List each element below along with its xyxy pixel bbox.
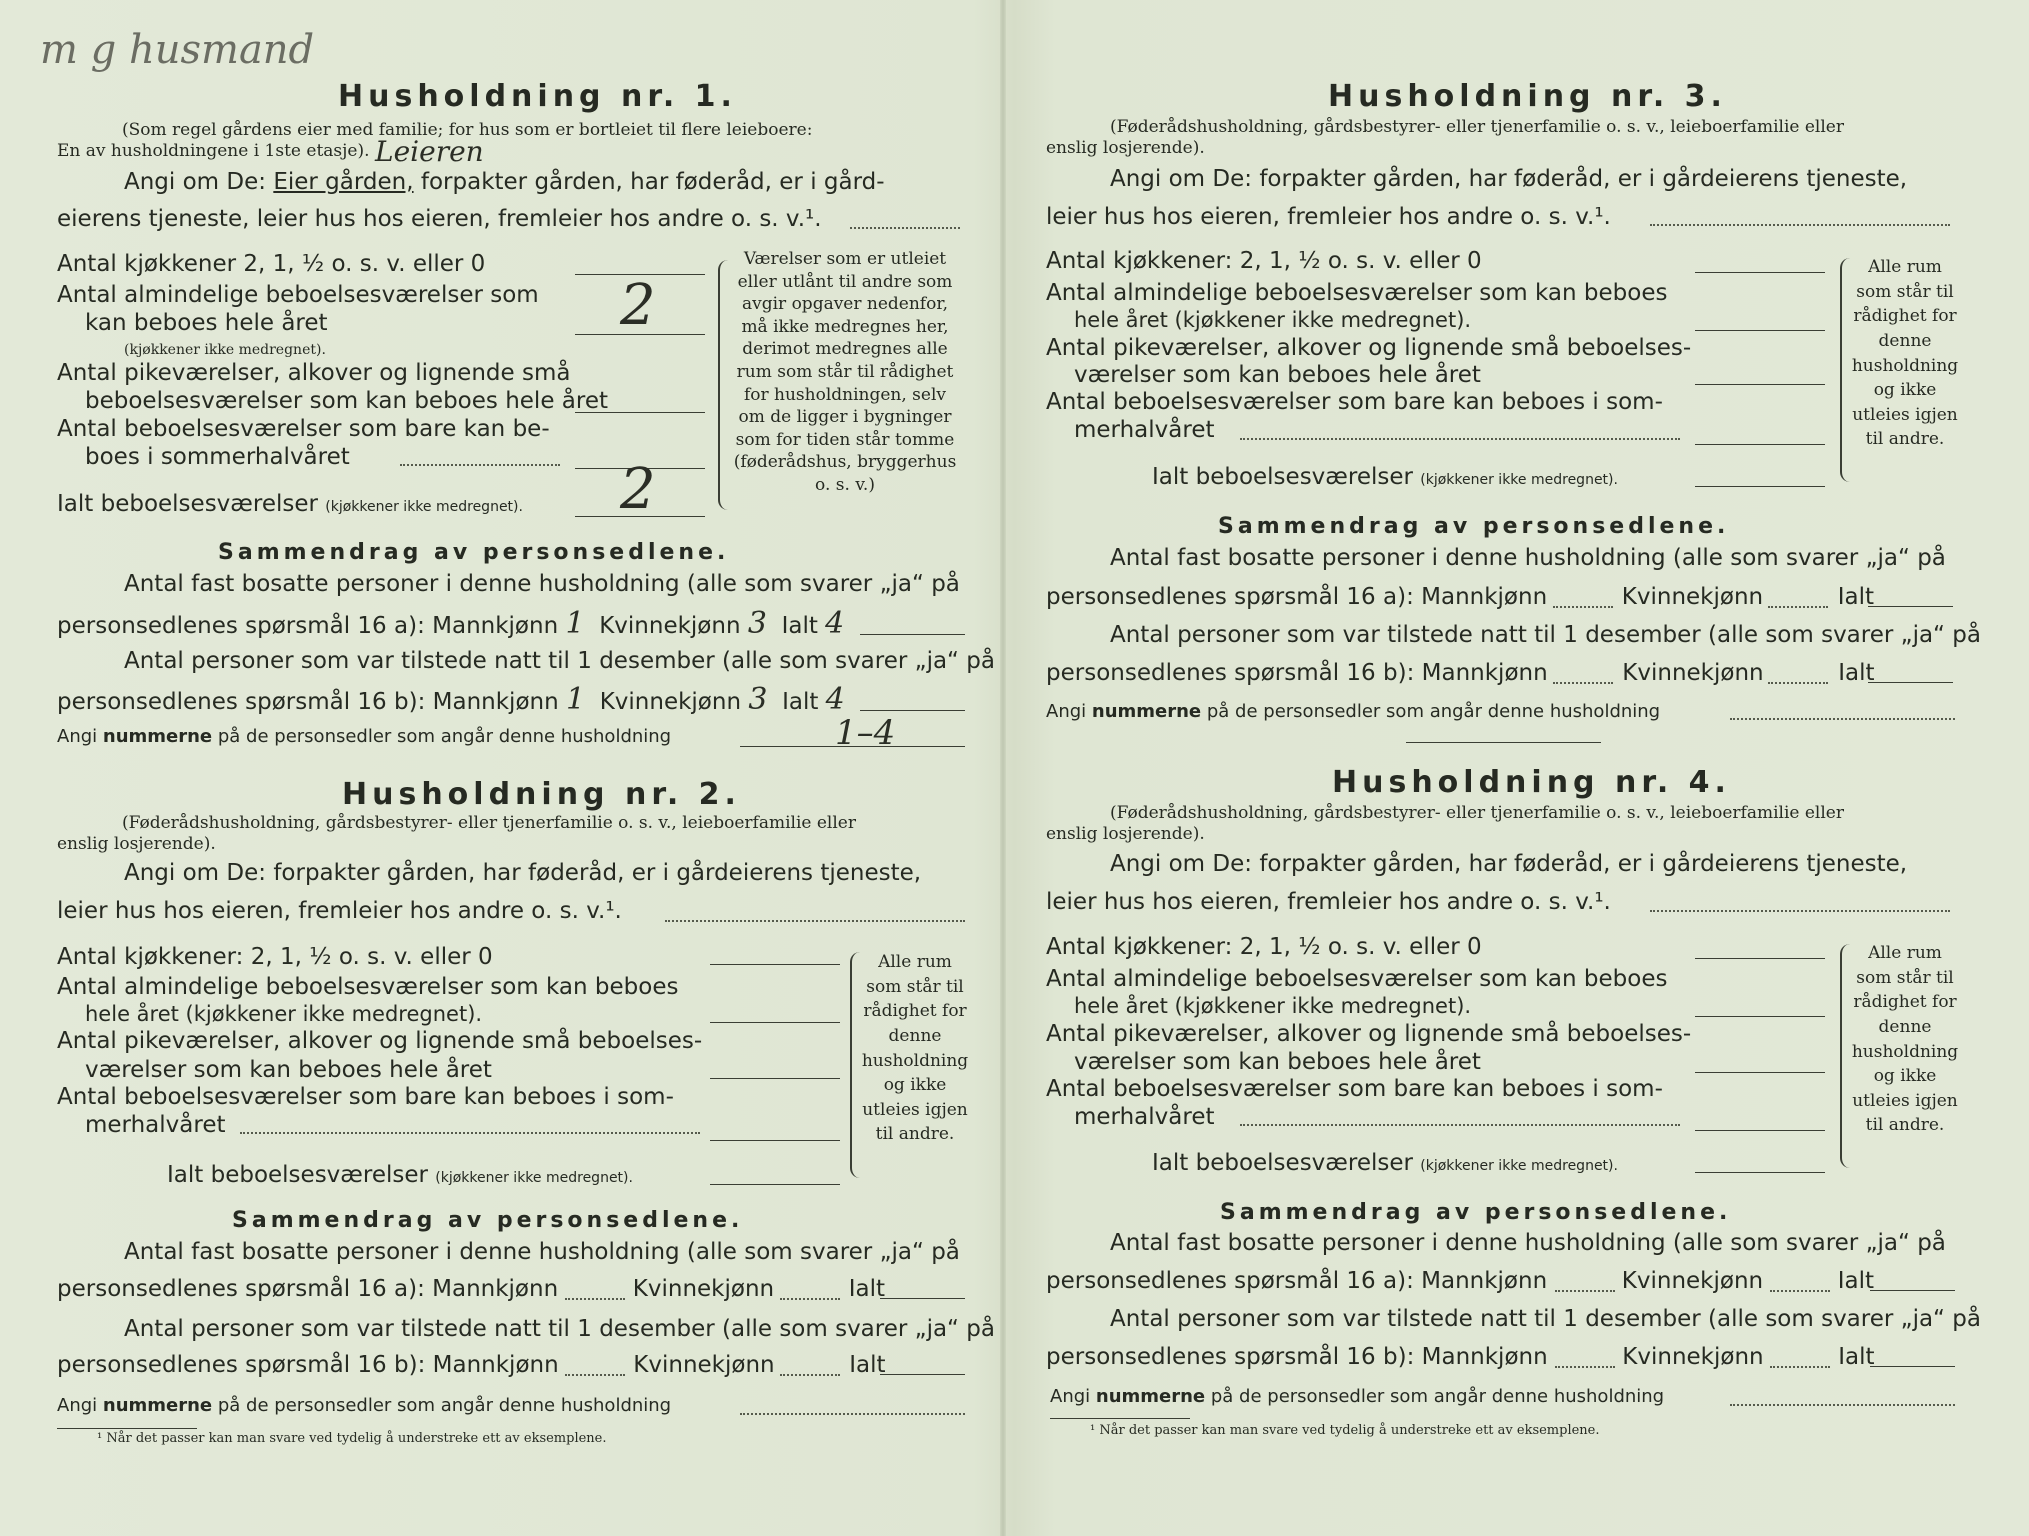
h4-tils-line1: Antal personer som var tilstede natt til 1 desember (alle som svarer „ja“ på xyxy=(1110,1306,1981,1332)
h3-alm-line1: Antal almindelige beboelsesværelser som kan beboes xyxy=(1046,280,1668,306)
h2-bare-line1: Antal beboelsesværelser som bare kan beboes i som- xyxy=(57,1084,674,1110)
h1-side-note: Værelser som er utleiet eller utlånt til andre som avgir opgaver nedenfor, må ikke medregnes her, derimot medregnes alle rum som står til rådighet for husholdningen, selv om de ligger i bygninger som for tiden står tomme (føderådshus, bryggerhus o. s. v.) xyxy=(733,249,957,496)
h4-bare-line1: Antal beboelsesværelser som bare kan beboes i som- xyxy=(1046,1076,1663,1102)
h3-ialt-note: (kjøkkener ikke medregnet). xyxy=(1420,472,1618,488)
h1-nummer-value: 1–4 xyxy=(835,713,896,753)
h2-alm-line1: Antal almindelige beboelsesværelser som kan beboes xyxy=(57,974,679,1000)
h1-fast-ialt-label: Ialt xyxy=(781,613,818,639)
h3-fast-mann-label: personsedlenes spørsmål 16 a): Mannkjønn xyxy=(1046,584,1548,610)
h3-note-line1: (Føderådshusholdning, gårdsbestyrer- eller tjenerfamilie o. s. v., leieboerfamilie eller xyxy=(1110,117,1844,137)
h3-fast-kvinne-label: Kvinnekjønn xyxy=(1621,584,1764,610)
h1-alm-line1: Antal almindelige beboelsesværelser som xyxy=(57,282,539,308)
h1-angi-label: Angi om De: xyxy=(124,169,267,195)
h1-fast-mann-value: 1 xyxy=(565,606,585,641)
h4-tils-kvinne-label: Kvinnekjønn xyxy=(1622,1344,1764,1370)
h3-title: Husholdning nr. 3. xyxy=(1328,79,1727,114)
h1-tils-mann-value: 1 xyxy=(565,682,586,717)
h4-tils-mann-label: personsedlenes spørsmål 16 b): Mannkjønn xyxy=(1046,1344,1548,1370)
h3-bare-line2: merhalvåret xyxy=(1074,417,1215,443)
h2-note-line2: enslig losjerende). xyxy=(57,834,216,854)
h3-nummer-pre: Angi xyxy=(1046,701,1087,722)
h2-nummer-bold: nummerne xyxy=(102,1395,213,1416)
h1-bare-line1: Antal beboelsesværelser som bare kan be- xyxy=(57,416,550,442)
h1-eier-garden-underlined: Eier gården, xyxy=(273,169,414,195)
h2-fast-mann-label: personsedlenes spørsmål 16 a): Mannkjønn xyxy=(57,1276,559,1302)
h1-nummer-pre: Angi xyxy=(57,726,98,747)
h2-ialt-label: Ialt beboelsesværelser xyxy=(167,1162,428,1188)
h1-fast-kvinne-value: 3 xyxy=(747,606,767,641)
left-page xyxy=(0,0,1000,1536)
h1-nummer-post: på de personsedler som angår denne husholdning xyxy=(217,726,672,747)
h4-side-note: Alle rum som står til rådighet for denne husholdning og ikke utleies igjen til andre. xyxy=(1851,943,1959,1136)
h3-note-line2: enslig losjerende). xyxy=(1046,138,1205,158)
h3-tils-line1: Antal personer som var tilstede natt til 1 desember (alle som svarer „ja“ på xyxy=(1110,622,1981,648)
h2-pike-line1: Antal pikeværelser, alkover og lignende små beboelses- xyxy=(57,1028,703,1054)
h2-tils-mann-label: personsedlenes spørsmål 16 b): Mannkjønn xyxy=(57,1352,559,1378)
h2-samm-title: Sammendrag av personsedlene. xyxy=(232,1208,744,1233)
h4-nummer-pre: Angi xyxy=(1050,1386,1091,1407)
h2-side-note: Alle rum som står til rådighet for denne husholdning og ikke utleies igjen til andre. xyxy=(861,952,969,1145)
h4-bare-line2: merhalvåret xyxy=(1074,1104,1215,1130)
h4-fast-kvinne-label: Kvinnekjønn xyxy=(1621,1268,1764,1294)
h1-pike-line2: beboelsesværelser som kan beboes hele året xyxy=(85,388,608,414)
h2-note-line1: (Føderådshusholdning, gårdsbestyrer- eller tjenerfamilie o. s. v., leieboerfamilie eller xyxy=(122,813,856,833)
h3-bare-line1: Antal beboelsesværelser som bare kan beboes i som- xyxy=(1046,389,1663,415)
right-page xyxy=(1010,0,2029,1536)
h3-angi-line2: leier hus hos eieren, fremleier hos andre o. s. v.¹. xyxy=(1046,204,1611,230)
h2-pike-line2: værelser som kan beboes hele året xyxy=(85,1057,492,1083)
h4-samm-title: Sammendrag av personsedlene. xyxy=(1220,1200,1732,1225)
h1-tils-ialt-value: 4 xyxy=(825,682,845,717)
h1-tils-kvinne-label: Kvinnekjønn xyxy=(599,689,742,715)
h4-title: Husholdning nr. 4. xyxy=(1332,765,1731,800)
h1-note-line1: (Som regel gårdens eier med familie; for hus som er bortleiet til flere leieboere: xyxy=(122,120,813,140)
h4-fast-line1: Antal fast bosatte personer i denne husholdning (alle som svarer „ja“ på xyxy=(1110,1230,1946,1256)
h3-kjokkener-label: Antal kjøkkener: 2, 1, ½ o. s. v. eller 0 xyxy=(1046,248,1482,274)
h4-nummer-post: på de personsedler som angår denne husholdning xyxy=(1210,1386,1665,1407)
right-footnote: ¹ Når det passer kan man svare ved tydelig å understreke ett av eksemplene. xyxy=(1090,1423,1600,1438)
h2-angi-line2: leier hus hos eieren, fremleier hos andre o. s. v.¹. xyxy=(57,898,622,924)
h1-fast-kvinne-label: Kvinnekjønn xyxy=(599,613,741,639)
h4-note-line1: (Føderådshusholdning, gårdsbestyrer- eller tjenerfamilie o. s. v., leieboerfamilie eller xyxy=(1110,803,1844,823)
h1-angi-line2: eierens tjeneste, leier hus hos eieren, fremleier hos andre o. s. v.¹. xyxy=(57,206,822,232)
h1-nummer-bold: nummerne xyxy=(102,726,213,747)
h4-fast-mann-label: personsedlenes spørsmål 16 a): Mannkjønn xyxy=(1046,1268,1548,1294)
h4-ialt-label: Ialt beboelsesværelser xyxy=(1152,1150,1413,1176)
h3-pike-line1: Antal pikeværelser, alkover og lignende små beboelses- xyxy=(1046,335,1692,361)
h1-kjokkener-label: Antal kjøkkener 2, 1, ½ o. s. v. eller 0 xyxy=(57,251,486,277)
h3-nummer-post: på de personsedler som angår denne husholdning xyxy=(1206,701,1661,722)
h4-tils-ialt-label: Ialt xyxy=(1838,1344,1875,1370)
h2-nummer-pre: Angi xyxy=(57,1395,98,1416)
h3-side-note: Alle rum som står til rådighet for denne husholdning og ikke utleies igjen til andre. xyxy=(1851,257,1959,450)
h1-pike-line1: Antal pikeværelser, alkover og lignende små xyxy=(57,360,571,386)
h3-fast-line1: Antal fast bosatte personer i denne husholdning (alle som svarer „ja“ på xyxy=(1110,545,1946,571)
h2-nummer-post: på de personsedler som angår denne husholdning xyxy=(217,1395,672,1416)
h3-nummer-bold: nummerne xyxy=(1091,701,1202,722)
h1-ialt-note: (kjøkkener ikke medregnet). xyxy=(325,499,523,515)
left-footnote: ¹ Når det passer kan man svare ved tydelig å understreke ett av eksemplene. xyxy=(97,1431,607,1446)
h1-alm-note: (kjøkkener ikke medregnet). xyxy=(124,342,326,358)
h4-kjokkener-label: Antal kjøkkener: 2, 1, ½ o. s. v. eller 0 xyxy=(1046,934,1482,960)
h4-angi-line2: leier hus hos eieren, fremleier hos andre o. s. v.¹. xyxy=(1046,889,1611,915)
h3-fast-ialt-label: Ialt xyxy=(1837,584,1875,610)
h1-angi-rest: forpakter gården, har føderåd, er i gård- xyxy=(420,169,885,195)
h2-tils-line1: Antal personer som var tilstede natt til 1 desember (alle som svarer „ja“ på xyxy=(124,1316,995,1342)
h1-title: Husholdning nr. 1. xyxy=(338,79,737,114)
handwritten-note-top: m g husmand xyxy=(40,27,315,73)
h2-ialt-note: (kjøkkener ikke medregnet). xyxy=(435,1170,633,1186)
h2-bare-line2: merhalvåret xyxy=(85,1112,226,1138)
h1-note-handwritten: Leieren xyxy=(375,135,484,168)
h1-tils-mann-label: personsedlenes spørsmål 16 b): Mannkjønn xyxy=(57,689,559,715)
h1-bare-line2: boes i sommerhalvåret xyxy=(85,444,350,470)
h3-tils-mann-label: personsedlenes spørsmål 16 b): Mannkjønn xyxy=(1046,660,1548,686)
h4-nummer-bold: nummerne xyxy=(1095,1386,1206,1407)
h4-ialt-note: (kjøkkener ikke medregnet). xyxy=(1420,1158,1618,1174)
h2-kjokkener-label: Antal kjøkkener: 2, 1, ½ o. s. v. eller 0 xyxy=(57,944,493,970)
h3-tils-kvinne-label: Kvinnekjønn xyxy=(1622,660,1764,686)
h4-pike-line1: Antal pikeværelser, alkover og lignende små beboelses- xyxy=(1046,1021,1692,1047)
h3-pike-line2: værelser som kan beboes hele året xyxy=(1074,362,1481,388)
h1-ialt-value-handwritten: 2 xyxy=(620,457,656,522)
h3-angi-line1: Angi om De: forpakter gården, har føderåd, er i gårdeierens tjeneste, xyxy=(1110,166,1908,192)
h2-fast-line1: Antal fast bosatte personer i denne husholdning (alle som svarer „ja“ på xyxy=(124,1239,960,1265)
h1-tils-kvinne-value: 3 xyxy=(748,682,768,717)
h4-angi-line1: Angi om De: forpakter gården, har føderåd, er i gårdeierens tjeneste, xyxy=(1110,851,1908,877)
h2-fast-ialt-label: Ialt xyxy=(848,1276,886,1302)
h4-note-line2: enslig losjerende). xyxy=(1046,824,1205,844)
h4-alm-line2: hele året (kjøkkener ikke medregnet). xyxy=(1074,994,1472,1018)
h1-tils-line1: Antal personer som var tilstede natt til 1 desember (alle som svarer „ja“ på xyxy=(124,648,995,674)
h1-alm-line2: kan beboes hele året xyxy=(85,310,328,336)
h2-angi-line1: Angi om De: forpakter gården, har føderåd, er i gårdeierens tjeneste, xyxy=(124,860,922,886)
h2-fast-kvinne-label: Kvinnekjønn xyxy=(632,1276,775,1302)
h2-title: Husholdning nr. 2. xyxy=(342,777,741,812)
h1-alm-value-handwritten: 2 xyxy=(620,273,656,338)
page-fold xyxy=(1000,0,1006,1536)
h3-alm-line2: hele året (kjøkkener ikke medregnet). xyxy=(1074,308,1472,332)
h3-samm-title: Sammendrag av personsedlene. xyxy=(1218,514,1730,539)
h1-fast-line1: Antal fast bosatte personer i denne husholdning (alle som svarer „ja“ på xyxy=(124,571,960,597)
h1-fast-ialt-value: 4 xyxy=(825,606,845,641)
h3-tils-ialt-label: Ialt xyxy=(1838,660,1875,686)
h1-ialt-label: Ialt beboelsesværelser xyxy=(57,491,318,517)
h4-fast-ialt-label: Ialt xyxy=(1837,1268,1875,1294)
h2-tils-ialt-label: Ialt xyxy=(849,1352,886,1378)
h1-note-line2: En av husholdningene i 1ste etasje). xyxy=(57,141,370,161)
h4-pike-line2: værelser som kan beboes hele året xyxy=(1074,1049,1481,1075)
h1-tils-ialt-label: Ialt xyxy=(782,689,819,715)
h1-samm-title: Sammendrag av personsedlene. xyxy=(218,540,730,565)
h2-tils-kvinne-label: Kvinnekjønn xyxy=(633,1352,775,1378)
h2-alm-line2: hele året (kjøkkener ikke medregnet). xyxy=(85,1002,483,1026)
h4-alm-line1: Antal almindelige beboelsesværelser som kan beboes xyxy=(1046,966,1668,992)
h3-ialt-label: Ialt beboelsesværelser xyxy=(1152,464,1413,490)
h1-fast-mann-label: personsedlenes spørsmål 16 a): Mannkjønn xyxy=(57,613,559,639)
